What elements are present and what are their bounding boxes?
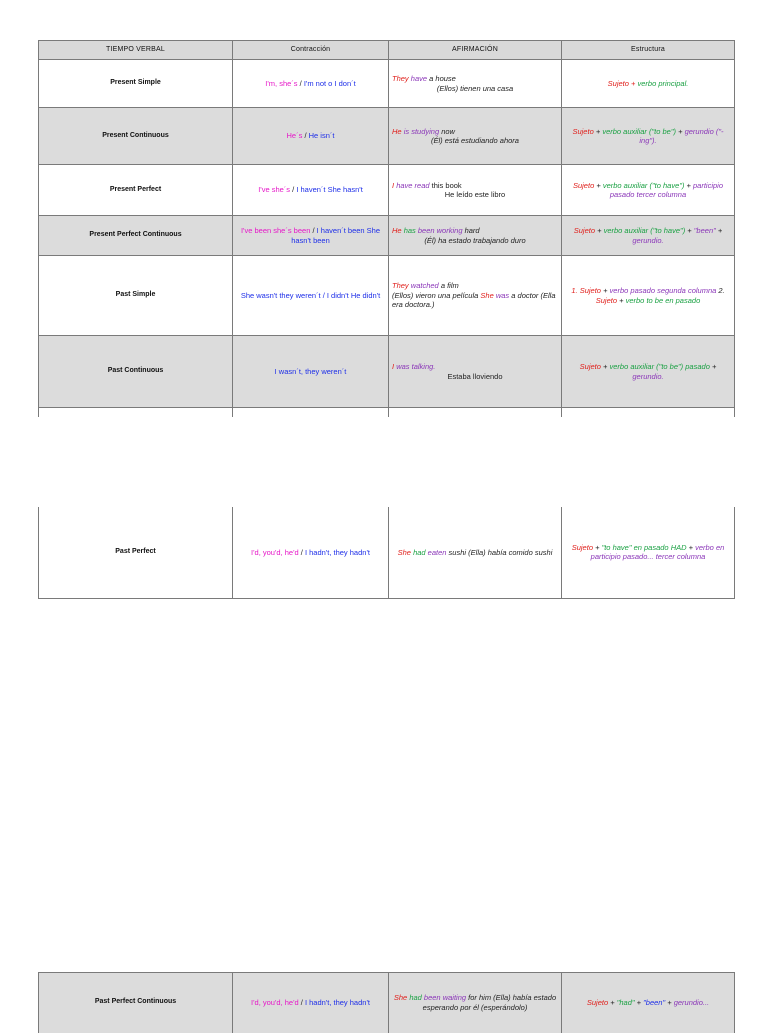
participle: eaten bbox=[427, 547, 447, 557]
contraction-cell bbox=[233, 507, 389, 598]
translation: (Ellos) tienen una casa bbox=[436, 83, 514, 93]
structure-subject: Sujeto bbox=[579, 286, 601, 296]
empty-cell bbox=[233, 408, 389, 417]
plus: + bbox=[665, 998, 674, 1008]
subject: He bbox=[392, 226, 402, 236]
row-past-continuous bbox=[39, 336, 735, 408]
structure-cell bbox=[562, 216, 735, 256]
structure-subject: Sujeto bbox=[586, 998, 609, 1008]
verb: watched bbox=[410, 281, 439, 291]
plus: + bbox=[593, 126, 603, 136]
tense-name: Present Perfect Continuous bbox=[39, 216, 233, 256]
plus: + bbox=[617, 295, 626, 305]
plus: + bbox=[634, 998, 644, 1008]
plus: + bbox=[594, 180, 603, 190]
translation: (Él) está estudiando ahora bbox=[431, 136, 519, 145]
affirmation-cell bbox=[389, 216, 562, 256]
contraction-negative: I haven´t She hasn't bbox=[296, 185, 363, 195]
empty-cell bbox=[389, 408, 562, 417]
header-row bbox=[39, 41, 735, 60]
complement: for him bbox=[468, 993, 492, 1003]
structure-cell bbox=[562, 256, 735, 336]
tense-name: Past Perfect Continuous bbox=[39, 973, 233, 1033]
tense-name: Past Continuous bbox=[39, 336, 233, 408]
translation: Estaba lloviendo bbox=[447, 371, 503, 381]
complement: this book bbox=[431, 180, 462, 190]
row-present-perfect bbox=[39, 165, 735, 216]
header-tense: TIEMPO VERBAL bbox=[39, 41, 233, 60]
plus: + bbox=[593, 542, 602, 552]
structure-subject: Sujeto bbox=[572, 180, 595, 190]
contraction-cell bbox=[233, 256, 389, 336]
verb: have read bbox=[396, 180, 430, 190]
empty-cell bbox=[39, 408, 233, 417]
separator: / bbox=[310, 226, 317, 236]
structure-number-2: 2. bbox=[718, 286, 725, 296]
structure-aux: verbo auxiliar ("to be") bbox=[602, 126, 677, 136]
subject: I bbox=[392, 362, 395, 372]
structure-aux: verbo auxiliar ("to have") bbox=[603, 226, 686, 236]
header-affirmation: AFIRMACIÓN bbox=[389, 41, 562, 60]
tense-name: Present Continuous bbox=[39, 108, 233, 165]
translation: (Ella) había comido sushi bbox=[468, 547, 553, 557]
plus: + bbox=[685, 226, 694, 236]
structure-subject: Sujeto bbox=[579, 362, 601, 372]
separator: / bbox=[290, 185, 297, 195]
affirmation-cell bbox=[389, 256, 562, 336]
structure-had: "to have" en pasado HAD bbox=[601, 542, 687, 552]
tenses-table-top bbox=[38, 40, 735, 417]
row-past-perfect bbox=[39, 507, 735, 598]
complement: hard bbox=[464, 226, 480, 236]
row-present-simple bbox=[39, 60, 735, 108]
complement: a house bbox=[429, 74, 456, 84]
subject: I bbox=[392, 180, 395, 190]
contraction-cell bbox=[233, 165, 389, 216]
tenses-table-middle bbox=[38, 507, 735, 599]
verb: have bbox=[410, 74, 428, 84]
separator: / bbox=[298, 547, 305, 557]
verb: had bbox=[413, 547, 426, 557]
contraction-positive: I'd, you'd, he'd bbox=[251, 998, 299, 1008]
tense-name: Past Perfect bbox=[39, 507, 233, 598]
affirmation-cell bbox=[389, 336, 562, 408]
separator: / bbox=[302, 131, 309, 141]
structure-aux: verbo auxiliar ("to be") pasado bbox=[609, 362, 710, 372]
structure-cell bbox=[562, 60, 735, 108]
contraction-positive: I've she´s bbox=[258, 185, 291, 195]
translation-2: (Ella era doctora.) bbox=[392, 290, 556, 310]
verb-gerund: been waiting bbox=[423, 993, 467, 1003]
verb-gerund: been working bbox=[417, 226, 463, 236]
separator: / bbox=[298, 998, 305, 1008]
tense-name: Present Simple bbox=[39, 60, 233, 108]
structure-subject: Sujeto bbox=[607, 78, 629, 88]
structure-verb: verbo principal. bbox=[637, 78, 689, 88]
plus: + bbox=[600, 286, 610, 296]
structure-subject: Sujeto bbox=[571, 542, 593, 552]
contraction-cell bbox=[233, 108, 389, 165]
structure-subject: Sujeto bbox=[573, 226, 596, 236]
verb: had bbox=[409, 993, 422, 1003]
contraction-negative: He isn´t bbox=[308, 131, 335, 141]
verb-2: was bbox=[495, 290, 510, 300]
tenses-table-bottom bbox=[38, 972, 735, 1033]
subject: They bbox=[392, 281, 409, 291]
affirmation-cell bbox=[389, 60, 562, 108]
structure-cell bbox=[562, 165, 735, 216]
structure-subject-2: Sujeto bbox=[595, 295, 618, 305]
complement: a film bbox=[440, 281, 459, 291]
structure-participle: participio pasado tercer columna bbox=[609, 180, 724, 199]
structure-gerund: gerundio. bbox=[632, 235, 664, 245]
structure-cell bbox=[562, 336, 735, 408]
subject: She bbox=[393, 993, 408, 1003]
plus: + bbox=[709, 362, 717, 372]
affirmation-cell bbox=[389, 165, 562, 216]
contraction-cell bbox=[233, 336, 389, 408]
contraction-negative: She wasn't they weren´t / I didn't He didn't bbox=[240, 290, 381, 300]
row-cut-off bbox=[39, 408, 735, 417]
plus: + bbox=[684, 180, 693, 190]
contraction-negative: I'm not o I don´t bbox=[303, 78, 356, 88]
plus: + bbox=[600, 362, 610, 372]
translation: He leído este libro bbox=[444, 190, 506, 199]
plus: + bbox=[715, 226, 723, 236]
structure-gerund: gerundio ("-ing"). bbox=[639, 126, 724, 145]
structure-subject: Sujeto bbox=[572, 126, 594, 136]
structure-participle: verbo en participio pasado... tercer columna bbox=[590, 542, 725, 562]
contraction-cell bbox=[233, 216, 389, 256]
structure-cell bbox=[562, 108, 735, 165]
header-structure: Estructura bbox=[562, 41, 735, 60]
contraction-positive: He´s bbox=[286, 131, 303, 141]
translation: (Ellos) vieron una película bbox=[392, 290, 479, 300]
subject: He bbox=[392, 126, 402, 136]
structure-gerund: gerundio. bbox=[632, 371, 664, 381]
structure-number-1: 1. bbox=[571, 286, 578, 296]
complement: now bbox=[441, 126, 455, 136]
verb: was talking. bbox=[396, 362, 436, 372]
affirmation-cell bbox=[389, 108, 562, 165]
header-contraction: Contracción bbox=[233, 41, 389, 60]
contraction-negative: I wasn´t, they weren´t bbox=[274, 366, 347, 376]
contraction-positive: I'd, you'd, he'd bbox=[251, 547, 299, 557]
structure-gerund: gerundio... bbox=[673, 998, 710, 1008]
plus: + bbox=[686, 542, 696, 552]
structure-cell bbox=[562, 507, 735, 598]
structure-had: "had" bbox=[616, 998, 635, 1008]
separator: / bbox=[297, 78, 304, 88]
row-past-simple bbox=[39, 256, 735, 336]
subject: She bbox=[397, 547, 411, 557]
structure-verb: verbo pasado segunda columna bbox=[609, 286, 717, 296]
contraction-positive: I'm, she´s bbox=[265, 78, 298, 88]
verb: is studying bbox=[403, 126, 440, 136]
tense-name: Past Simple bbox=[39, 256, 233, 336]
translation: (Ella) había estado esperando por él (esperándolo) bbox=[422, 993, 557, 1012]
subject-2: She bbox=[480, 290, 494, 300]
contraction-negative: I hadn't, they hadn't bbox=[304, 547, 370, 557]
verb: has bbox=[403, 226, 416, 236]
complement-2: a doctor bbox=[511, 290, 539, 300]
complement: sushi bbox=[448, 547, 467, 557]
subject: They bbox=[392, 74, 409, 84]
plus: + bbox=[608, 998, 617, 1008]
structure-verb-2: verbo to be en pasado bbox=[625, 295, 701, 305]
translation: (Él) ha estado trabajando duro bbox=[424, 235, 526, 245]
structure-been: "been" bbox=[693, 226, 716, 236]
row-present-continuous bbox=[39, 108, 735, 165]
contraction-cell bbox=[233, 60, 389, 108]
empty-cell bbox=[562, 408, 735, 417]
row-present-perfect-continuous bbox=[39, 216, 735, 256]
plus: + bbox=[676, 126, 685, 136]
contraction-negative: I hadn't, they hadn't bbox=[304, 998, 370, 1008]
structure-been: "been" bbox=[643, 998, 666, 1008]
plus: + bbox=[595, 226, 604, 236]
contraction-negative: I haven´t been She hasn't been bbox=[291, 226, 381, 245]
contraction-positive: I've been she´s been bbox=[240, 226, 311, 236]
tense-name: Present Perfect bbox=[39, 165, 233, 216]
affirmation-cell bbox=[389, 507, 562, 598]
plus: + bbox=[628, 78, 638, 88]
structure-aux: verbo auxiliar ("to have") bbox=[602, 180, 685, 190]
